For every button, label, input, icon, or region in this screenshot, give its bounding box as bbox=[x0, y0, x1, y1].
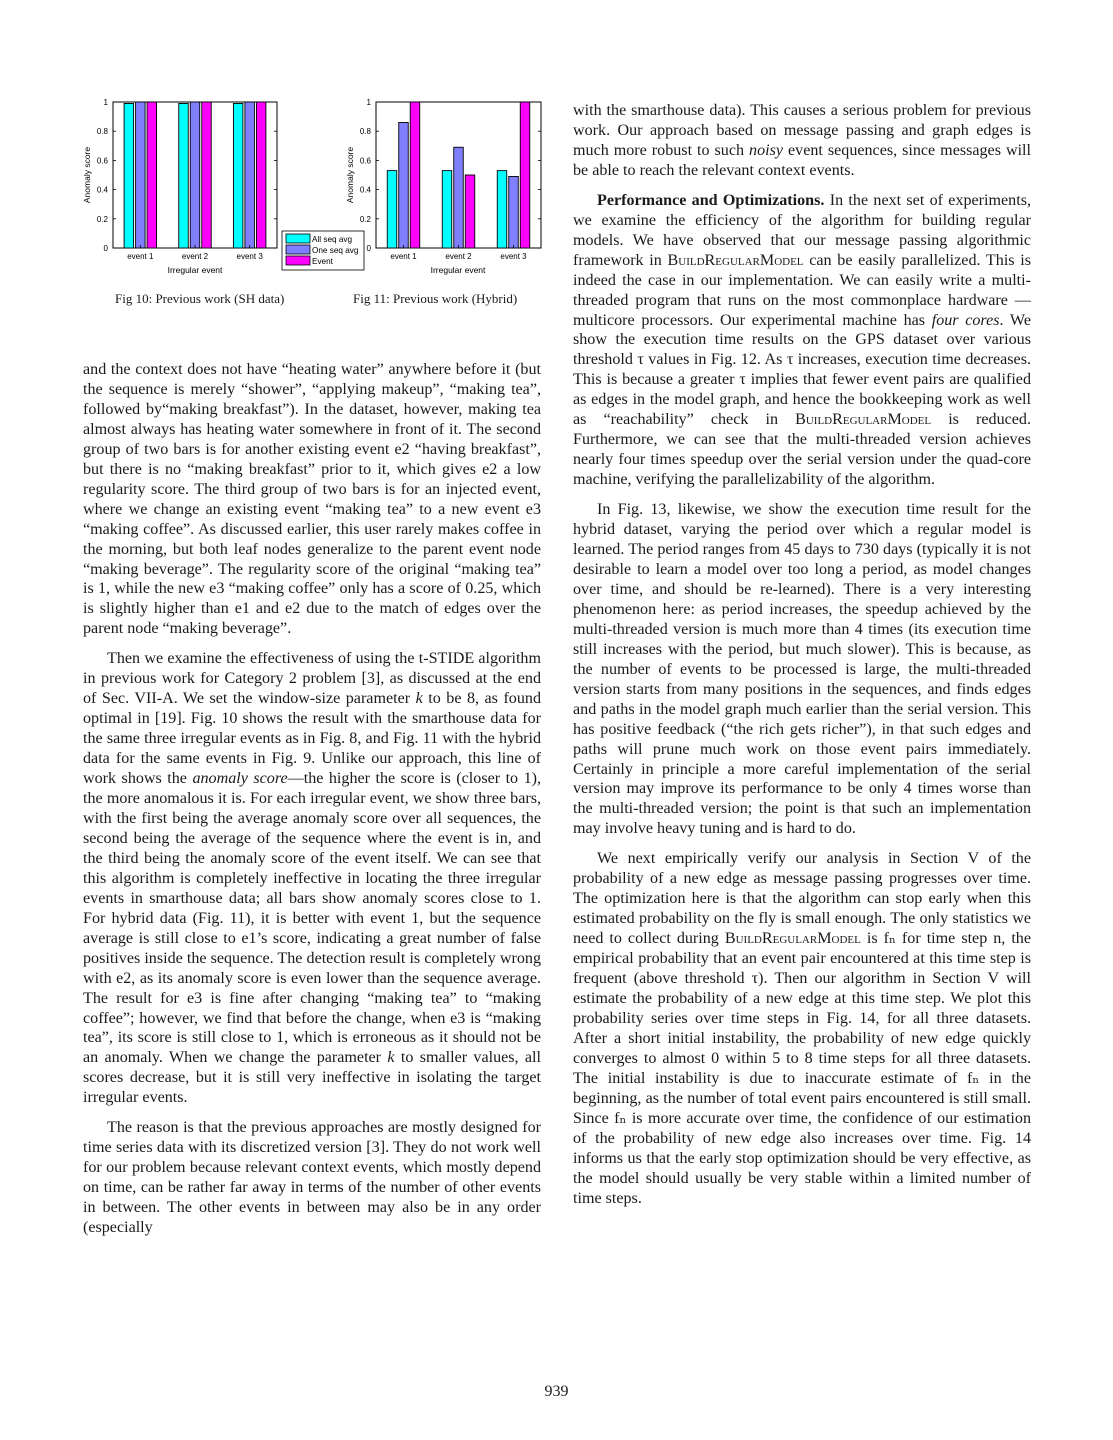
svg-text:event 3: event 3 bbox=[500, 252, 527, 261]
right-paragraph-3: In Fig. 13, likewise, we show the execution time result for the hybrid dataset, varying the period over which a regular model is learned. The period ranges from 45 days to 730 days (typically it is not desirable to learn a model over too long a period, as model changes over time, and should be re-learned). There is a very interesting phenomenon here: as period increases, the speedup achieved by the multi-threaded version is much more than 4 times (its execution time still increases with the period, but much slower). This is because, as the number of events to be processed is large, the multi-threaded version starts from many positions in the sequences, and finds edges and paths in the model graph much earlier than the serial version. This has positive feedback (“the rich gets richer”), in that such edges and paths will prune much work on those event pairs immediately. Certainly in principle a more careful implementation of the serial version may improve its performance to be only 4 times worse than the multi-threaded version; the point is that such an implementation may involve heavy tuning and is hard to do. bbox=[573, 501, 1031, 838]
svg-text:event 2: event 2 bbox=[445, 252, 472, 261]
left-paragraph-1: and the context does not have “heating water” anywhere before it (but the sequence is merely “shower”, “applying makeup”, “making tea”, followed by“making breakfast”). In the dataset, however, making tea almost always has heating water somewhere in front of it. The second group of two bars is for another existing event e2 “having breakfast”, but there is no “making breakfast” prior to it, which gives e2 a low regularity score. The third group of two bars is for an injected event, where we change an existing event “making tea” to a new event e3 “making coffee”. As discussed earlier, this user rarely makes coffee in the morning, but both leaf nodes generalize to the parent event node “making beverage”. The regularity score of the original “making tea” is 1, while the new e3 “making coffee” only has a score of 0.25, which is slightly higher than e1 and e2 due to the match of edges over the parent node “making beverage”. bbox=[83, 361, 541, 638]
legend-swatch-all-seq-avg bbox=[286, 234, 310, 243]
svg-text:0.4: 0.4 bbox=[359, 185, 371, 195]
right-column bbox=[573, 101, 1031, 1218]
svg-text:0: 0 bbox=[103, 244, 108, 253]
svg-text:0.8: 0.8 bbox=[96, 127, 108, 137]
svg-text:1: 1 bbox=[103, 98, 108, 107]
left-column bbox=[83, 360, 541, 1248]
legend-label-one-seq-avg: One seq avg bbox=[312, 246, 359, 255]
svg-text:event 1: event 1 bbox=[127, 252, 154, 261]
fig10-bar-chart-svg bbox=[80, 92, 370, 277]
legend-swatch-event bbox=[286, 256, 310, 265]
svg-text:0.6: 0.6 bbox=[359, 156, 371, 166]
fig11-bar-chart-svg bbox=[343, 92, 548, 277]
right-paragraph-1: with the smarthouse data). This causes a serious problem for previous work. Our approach based on message passing and graph edges is much more robust to such noisy event sequences, since messages will be able to reach the relevant context events. bbox=[573, 102, 1031, 179]
figure-11-caption: Fig 11: Previous work (Hybrid) bbox=[353, 291, 518, 306]
figure-10-chart bbox=[80, 92, 370, 282]
svg-text:0.2: 0.2 bbox=[96, 214, 108, 224]
svg-text:0.4: 0.4 bbox=[96, 185, 108, 195]
svg-text:0: 0 bbox=[366, 244, 371, 253]
svg-text:event 1: event 1 bbox=[390, 252, 417, 261]
figure-10-caption: Fig 10: Previous work (SH data) bbox=[115, 291, 285, 306]
svg-text:1: 1 bbox=[366, 98, 371, 107]
figure-11-chart bbox=[343, 92, 548, 282]
legend-label-event: Event bbox=[312, 257, 333, 266]
right-paragraph-4: We next empirically verify our analysis in Section V of the probability of a new edge as message passing progresses over time. The optimization here is that the algorithm can stop early when this estimated probability on the fly is small enough. The only statistics we need to collect during BuildRegularModel is fₙ for time step n, the empirical probability that an event pair encountered at this time step is frequent (above threshold τ). Then our algorithm in Section V will estimate the probability of a new edge at this time step. We plot this probability series over time steps in Fig. 14, for all three datasets. After a short initial instability, the probability of new edge quickly converges to almost 0 within 5 to 8 time steps for all three datasets. The initial instability is due to inaccurate estimate of fₙ in the beginning, as the number of total event pairs encountered is still small. Since fₙ is more accurate over time, the confidence of our estimation of the probability of new edge also increases over time. Fig. 14 informs us that the early stop optimization should be very effective, as the model should usually be very stable within a limited number of time steps. bbox=[573, 850, 1032, 1207]
left-paragraph-2: Then we examine the effectiveness of using the t-STIDE algorithm in previous work for Category 2 problem [3], as discussed at the end of Sec. VII-A. We set the window-size parameter k to be 8, as found optimal in [19]. Fig. 10 shows the result with the smarthouse data for the same three irregular events as in Fig. 8, and Fig. 11 with the hybrid data for the same events in Fig. 9. Unlike our approach, this line of work shows the anomaly score—the higher the score is (closer to 1), the more anomalous it is. For each irregular event, we show three bars, with the first being the average anomaly score over all sequences, the second being the average of the sequence where the event is in, and the third being the anomaly score of the event itself. We can see that this algorithm is completely ineffective in locating the three irregular events in smarthouse data; all bars show anomaly scores close to 1. For hybrid data (Fig. 11), it is better with event 1, but the sequence average is still close to e1’s score, indicating a great number of false positives inside the sequence. The detection result is completely wrong with e2, as its anomaly score is even lower than the sequence average. The result for e3 is fine after changing “making tea” to “making coffee”; however, we find that before the change, when e3 is “making tea”, its score is still close to 1, which is erroneous as it should not be an anomaly. When we change the parameter k to smaller values, all scores decrease, but it is still very ineffective in isolating the target irregular events. bbox=[83, 650, 542, 1107]
right-paragraph-2: Performance and Optimizations. In the next set of experiments, we examine the efficiency of the algorithm for building regular models. We have observed that our message passing algorithmic framework in BuildRegularModel can be easily parallelized. This is indeed the case in our implementation. We can easily write a multi-threaded program that runs on the most commonplace hardware — multicore processors. Our experimental machine has four cores. We show the execution time results on the GPS dataset over various threshold τ values in Fig. 12. As τ increases, execution time decreases. This is because a greater τ implies that fewer event pairs are qualified as edges in the model graph, and hence the bookkeeping work as well as “reachability” check in BuildRegularModel is reduced. Furthermore, we can see that the multi-threaded version achieves nearly four times speedup over the serial version under the quad-core machine, verifying the parallelizability of the algorithm. bbox=[573, 191, 1031, 489]
fig10-y-axis-label: Anomaly score bbox=[82, 146, 92, 204]
left-paragraph-3: The reason is that the previous approaches are mostly designed for time series data with its discretized version [3]. They do not work well for our problem because relevant context events, which mostly depend on time, can be rather far away in terms of the number of other events in between. The other events in between may also be in any order (especially bbox=[83, 1119, 541, 1237]
legend-swatch-one-seq-avg bbox=[286, 245, 310, 254]
fig11-y-axis-label: Anomaly score bbox=[345, 146, 355, 204]
fig10-x-axis-label: Irregular event bbox=[167, 265, 223, 275]
fig11-x-axis-label: Irregular event bbox=[430, 265, 486, 275]
svg-text:event 2: event 2 bbox=[181, 252, 209, 261]
svg-text:0.2: 0.2 bbox=[359, 214, 371, 224]
svg-text:event 3: event 3 bbox=[236, 252, 263, 261]
legend-label-all-seq-avg: All seq avg bbox=[312, 235, 353, 244]
svg-text:0.6: 0.6 bbox=[96, 156, 108, 166]
svg-text:0.8: 0.8 bbox=[359, 127, 371, 137]
fig10-bars bbox=[124, 102, 266, 248]
section-heading-performance: Performance and Optimizations. bbox=[597, 191, 825, 209]
page-number: 939 bbox=[544, 1383, 569, 1400]
